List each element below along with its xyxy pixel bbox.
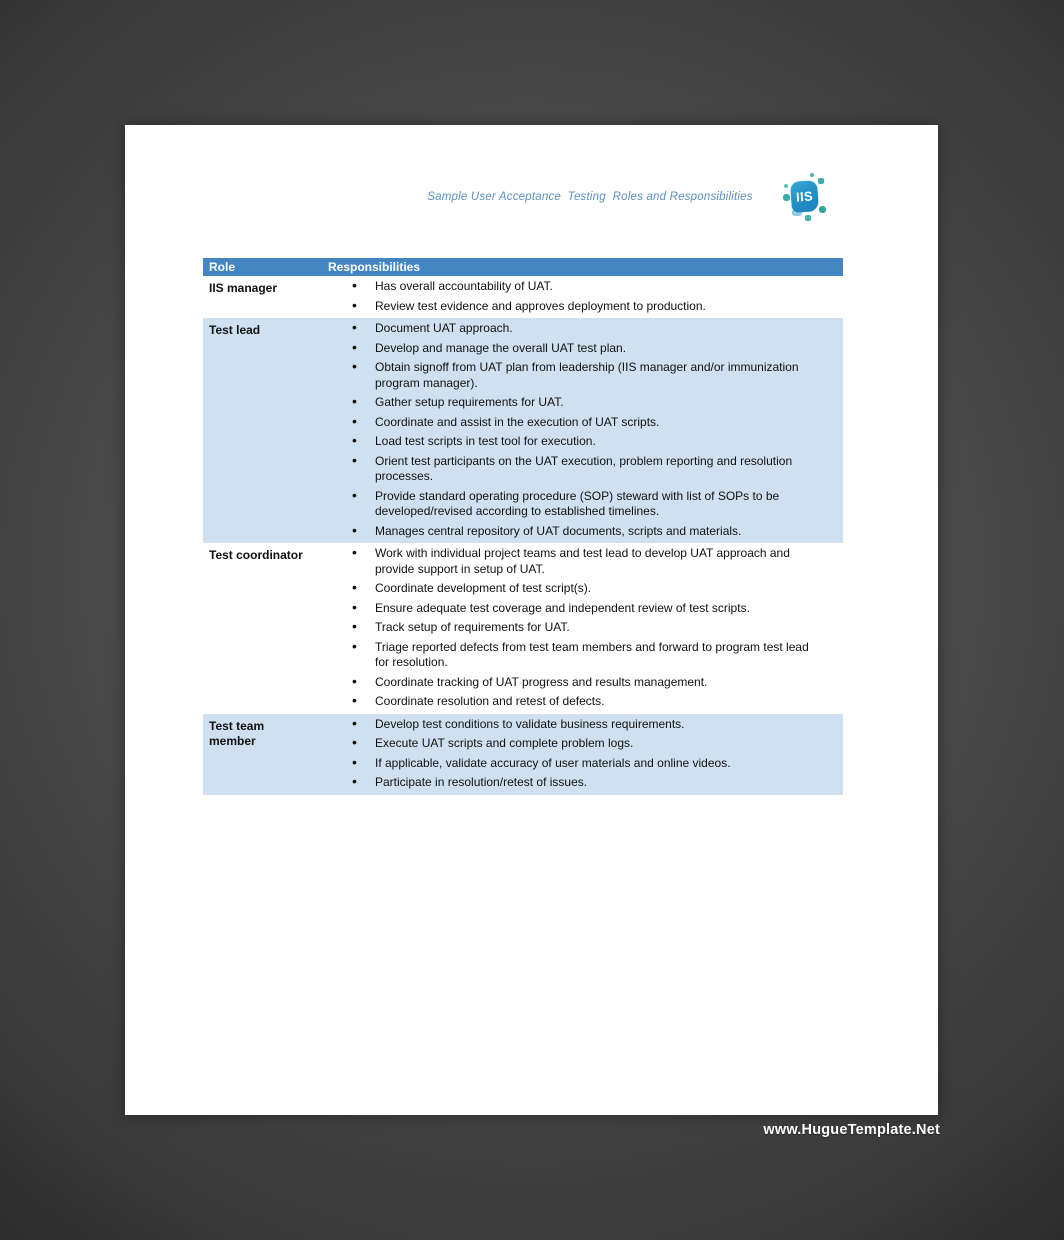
responsibility-item: • Track setup of requirements for UAT. <box>323 620 830 636</box>
iis-logo <box>783 173 827 221</box>
role-name: Test coordinator <box>209 548 303 562</box>
responsibility-item: • Has overall accountability of UAT. <box>323 279 830 295</box>
roles-responsibilities-table <box>203 258 843 795</box>
responsibility-item: • Coordinate development of test script(s). <box>323 581 830 597</box>
responsibility-list <box>323 717 830 791</box>
table-row <box>203 543 843 714</box>
responsibility-item: • Work with individual project teams and test lead to develop UAT approach and provide support in setup of UAT. <box>323 546 830 577</box>
footer-watermark: www.HugueTemplate.Net <box>763 1122 940 1138</box>
responsibility-item: • Orient test participants on the UAT execution, problem reporting and resolution processes. <box>323 454 830 485</box>
responsibility-item: • Load test scripts in test tool for execution. <box>323 434 830 450</box>
table-row <box>203 318 843 543</box>
responsibility-item: • Provide standard operating procedure (SOP) steward with list of SOPs to be developed/revised according to established timelines. <box>323 489 830 520</box>
logo-dot <box>784 184 788 188</box>
table-row <box>203 276 843 318</box>
responsibilities-cell <box>323 717 843 792</box>
responsibility-list <box>323 279 830 314</box>
column-header-role: Role <box>209 260 236 274</box>
responsibility-item: • Coordinate tracking of UAT progress and results management. <box>323 675 830 691</box>
table-row <box>203 714 843 795</box>
logo-dot <box>818 178 824 184</box>
document-title: Sample User Acceptance Testing Roles and Responsibilities <box>427 191 753 203</box>
column-header-responsibilities: Responsibilities <box>328 260 421 274</box>
responsibility-item: • Develop and manage the overall UAT test plan. <box>323 341 830 357</box>
role-name: Test team member <box>209 718 265 748</box>
responsibility-item: • Coordinate and assist in the execution of UAT scripts. <box>323 415 830 431</box>
responsibility-item: • Execute UAT scripts and complete problem logs. <box>323 736 830 752</box>
table-header-row <box>203 258 843 276</box>
responsibility-item: • If applicable, validate accuracy of user materials and online videos. <box>323 756 830 772</box>
table-body <box>203 276 843 795</box>
responsibility-item: • Obtain signoff from UAT plan from leadership (IIS manager and/or immunization program manager). <box>323 360 830 391</box>
role-name: Test lead <box>209 323 261 337</box>
responsibility-item: • Document UAT approach. <box>323 321 830 337</box>
responsibility-item: • Gather setup requirements for UAT. <box>323 395 830 411</box>
responsibilities-cell <box>323 279 843 315</box>
role-name: IIS manager <box>209 281 278 295</box>
logo-dot <box>805 215 811 221</box>
responsibility-item: • Ensure adequate test coverage and independent review of test scripts. <box>323 601 830 617</box>
responsibility-item: • Manages central repository of UAT documents, scripts and materials. <box>323 524 830 540</box>
logo-dot <box>819 206 826 213</box>
responsibility-list <box>323 546 830 710</box>
logo-dot <box>783 194 790 201</box>
responsibility-item: • Develop test conditions to validate business requirements. <box>323 717 830 733</box>
responsibility-item: • Review test evidence and approves deployment to production. <box>323 299 830 315</box>
responsibility-item: • Participate in resolution/retest of issues. <box>323 775 830 791</box>
responsibilities-cell <box>323 321 843 540</box>
iis-logo-text: IIS <box>790 180 819 213</box>
document-page <box>125 125 938 1115</box>
responsibility-item: • Triage reported defects from test team members and forward to program test lead for resolution. <box>323 640 830 671</box>
logo-dot <box>810 173 814 177</box>
responsibilities-cell <box>323 546 843 711</box>
responsibility-list <box>323 321 830 539</box>
responsibility-item: • Coordinate resolution and retest of defects. <box>323 694 830 710</box>
